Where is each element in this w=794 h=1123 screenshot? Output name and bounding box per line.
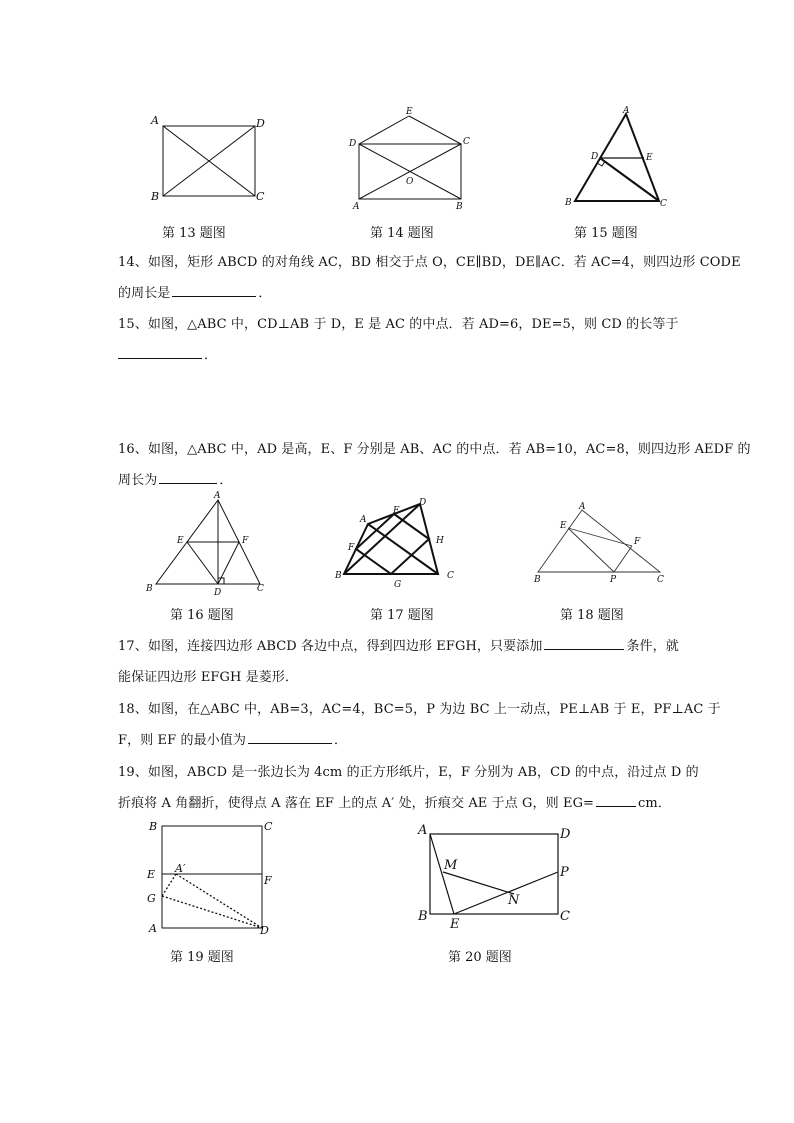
label-F: F (634, 537, 641, 547)
label-C: C (660, 199, 667, 209)
label-B: B (565, 198, 572, 208)
label-P: P (560, 865, 569, 880)
figure-14-diagram (346, 104, 476, 212)
question-15-line1: 15、如图，△ABC 中，CD⊥AB 于 D，E 是 AC 的中点．若 AD=6，DE=5，则 CD 的长等于 (118, 317, 679, 332)
question-18-line1: 18、如图，在△ABC 中，AB=3，AC=4，BC=5，P 为边 BC 上一动点，PE⊥AB 于 E，PF⊥AC 于 (118, 702, 721, 717)
answer-blank-18[interactable] (248, 731, 332, 744)
question-14-line1: 14、如图，矩形 ABCD 的对角线 AC，BD 相交于点 O，CE∥BD，DE∥AC．若 AC=4，则四边形 CODE (118, 255, 741, 270)
label-D: D (260, 924, 269, 937)
label-C: C (257, 584, 264, 594)
label-D: D (214, 588, 222, 598)
question-14-line2 (118, 282, 272, 301)
figure-13-diagram (146, 112, 276, 204)
label-C: C (657, 575, 664, 585)
caption-19: 第 19 题图 (170, 950, 234, 965)
caption-13: 第 13 题图 (162, 226, 226, 241)
label-E: E (450, 917, 460, 932)
question-15-line2 (118, 344, 217, 363)
label-D: D (419, 498, 427, 508)
label-C: C (463, 137, 470, 147)
label-G: G (394, 580, 402, 590)
question-14-prefix: 的周长是 (118, 286, 171, 301)
label-B: B (146, 584, 153, 594)
label-F: F (242, 536, 249, 546)
figure-16-diagram (142, 490, 272, 598)
label-A: A (360, 515, 367, 525)
question-17-suffix: 条件，就 (626, 639, 679, 654)
question-16-suffix: ． (219, 473, 233, 488)
answer-blank-19[interactable] (596, 794, 636, 807)
question-18-line2 (118, 729, 347, 748)
label-A: A (353, 202, 360, 212)
answer-blank-14[interactable] (172, 284, 256, 297)
label-B: B (151, 190, 160, 203)
label-N: N (508, 893, 520, 908)
caption-15: 第 15 题图 (574, 226, 638, 241)
question-19-line2 (118, 792, 671, 811)
label-E: E (147, 868, 156, 881)
label-A: A (149, 922, 157, 935)
figure-20 (414, 822, 584, 932)
answer-blank-16[interactable] (159, 471, 217, 484)
label-C: C (560, 909, 570, 924)
answer-blank-15[interactable] (118, 346, 202, 359)
label-B: B (418, 909, 428, 924)
label-B: B (534, 575, 541, 585)
question-19-prefix: 折痕将 A 角翻折，使得点 A 落在 EF 上的点 A′ 处，折痕交 AE 于点 G，则 EG= (118, 796, 595, 811)
answer-blank-17[interactable] (544, 637, 624, 650)
figure-15-diagram (562, 104, 674, 212)
question-16-line1: 16、如图，△ABC 中，AD 是高，E、F 分别是 AB、AC 的中点．若 AB=10，AC=8，则四边形 AEDF 的 (118, 442, 751, 457)
label-E: E (177, 536, 184, 546)
label-E: E (406, 107, 413, 117)
label-C: C (264, 820, 273, 833)
figure-17 (330, 494, 462, 590)
question-17-line2: 能保证四边形 EFGH 是菱形． (118, 670, 299, 685)
question-16-prefix: 周长为 (118, 473, 158, 488)
label-D: D (591, 152, 599, 162)
label-F: F (348, 543, 355, 553)
question-14-suffix: ． (258, 286, 272, 301)
figure-16 (142, 490, 272, 598)
question-15-suffix: ． (204, 348, 218, 363)
label-B: B (335, 571, 342, 581)
label-A: A (418, 823, 428, 838)
figure-19-diagram (142, 816, 282, 940)
label-C: C (447, 571, 454, 581)
question-16-line2 (118, 469, 232, 488)
question-18-prefix: F，则 EF 的最小值为 (118, 733, 246, 748)
question-19-line1: 19、如图，ABCD 是一张边长为 4cm 的正方形纸片，E，F 分别为 AB，CD 的中点，沿过点 D 的 (118, 765, 699, 780)
label-G: G (147, 892, 156, 905)
label-E: E (560, 521, 567, 531)
label-A: A (623, 106, 630, 116)
caption-20: 第 20 题图 (448, 950, 512, 965)
figure-17-diagram (330, 494, 462, 590)
figure-20-diagram (414, 822, 584, 932)
caption-14: 第 14 题图 (370, 226, 434, 241)
label-D: D (256, 117, 265, 130)
label-E: E (393, 506, 400, 516)
label-B: B (149, 820, 158, 833)
label-F: F (264, 874, 272, 887)
label-A: A (151, 114, 159, 127)
figure-13 (146, 112, 276, 204)
caption-16: 第 16 题图 (170, 608, 234, 623)
label-H: H (436, 536, 444, 546)
figure-18 (530, 500, 672, 590)
figure-14 (346, 104, 476, 212)
label-E: E (646, 153, 653, 163)
question-17-line1 (118, 635, 679, 654)
caption-17: 第 17 题图 (370, 608, 434, 623)
label-A-prime: A′ (175, 862, 186, 875)
figure-15 (562, 104, 674, 212)
label-A: A (214, 491, 221, 501)
label-B: B (456, 202, 463, 212)
question-18-suffix: ． (334, 733, 348, 748)
label-A: A (579, 502, 586, 512)
label-O: O (406, 177, 414, 187)
question-17-prefix: 17、如图，连接四边形 ABCD 各边中点，得到四边形 EFGH，只要添加 (118, 639, 543, 654)
question-19-suffix: cm． (638, 796, 671, 811)
label-D: D (560, 827, 571, 842)
figure-18-diagram (530, 500, 672, 590)
label-M: M (444, 858, 458, 873)
label-C: C (256, 190, 265, 203)
figure-19 (142, 816, 282, 940)
label-D: D (349, 139, 357, 149)
label-P: P (610, 575, 617, 585)
caption-18: 第 18 题图 (560, 608, 624, 623)
